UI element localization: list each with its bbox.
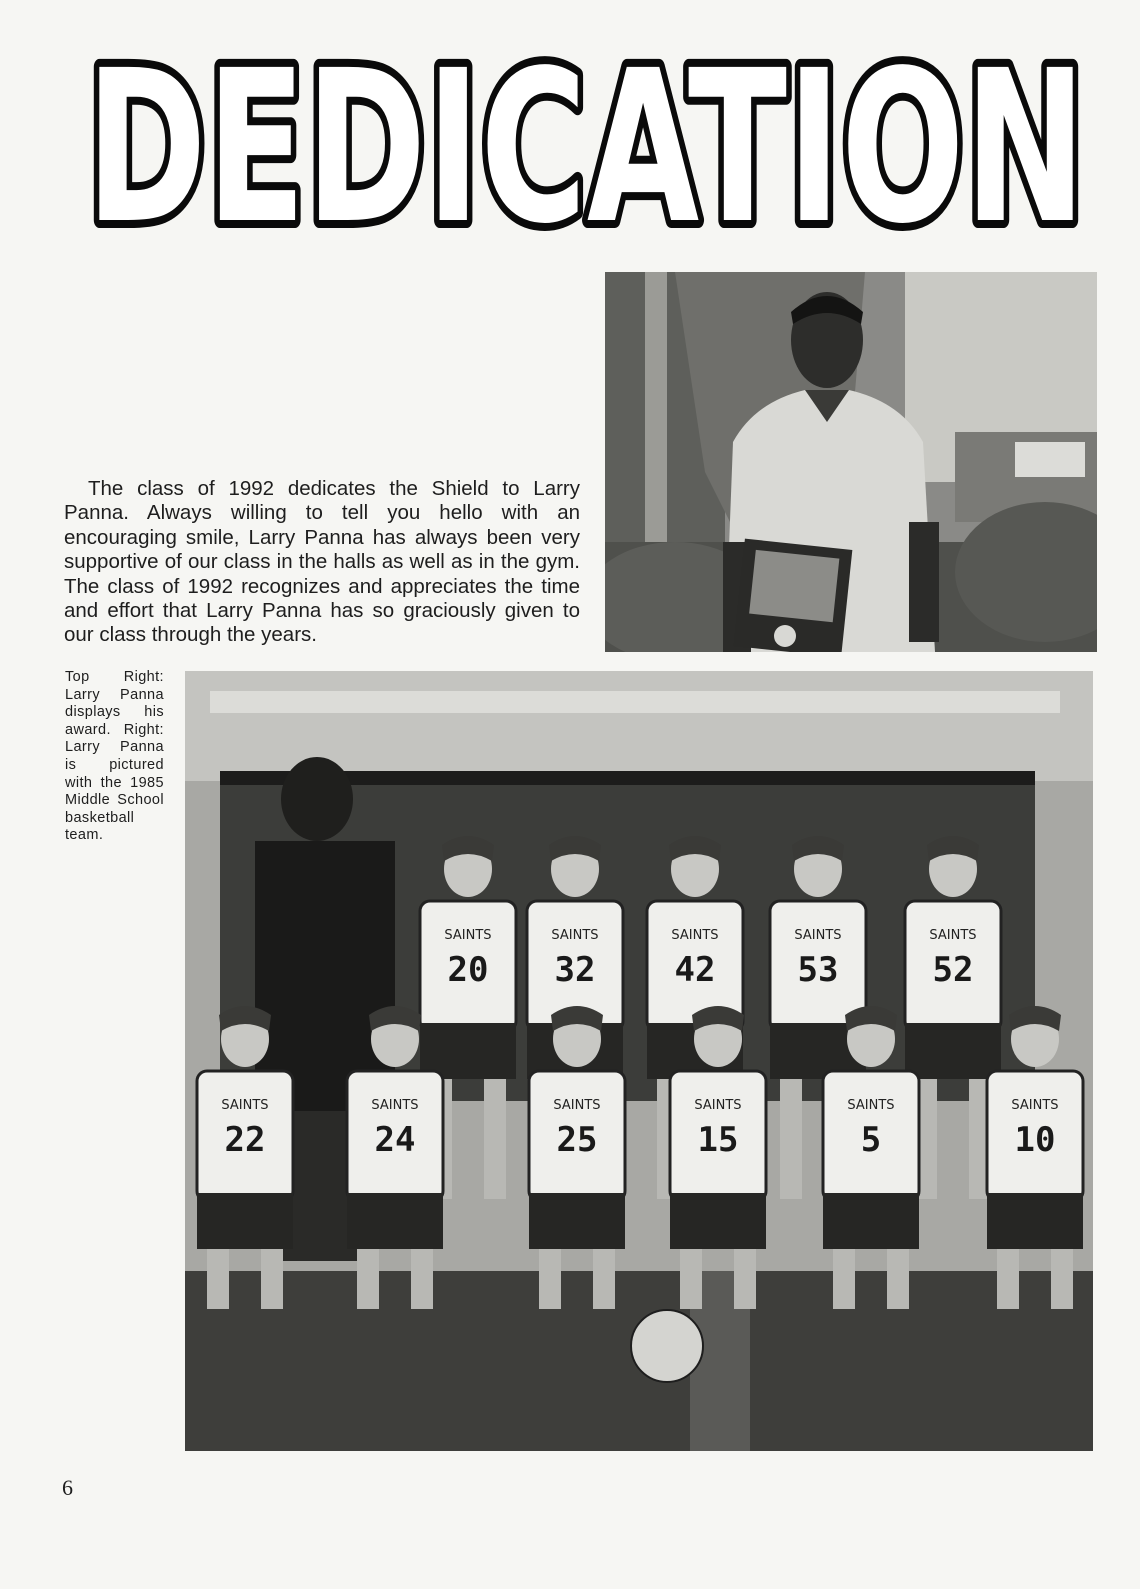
jersey-label: SAINTS — [551, 928, 599, 943]
page-title — [78, 42, 1094, 242]
jersey-label: SAINTS — [444, 928, 492, 943]
jersey-label: SAINTS — [553, 1098, 601, 1113]
title-text: DEDICATION — [86, 42, 1086, 242]
jersey-number: 52 — [932, 950, 974, 990]
jersey-label: SAINTS — [1011, 1098, 1059, 1113]
jersey-label: SAINTS — [371, 1098, 419, 1113]
jersey-number: 32 — [554, 950, 596, 990]
jersey-label: SAINTS — [694, 1098, 742, 1113]
jersey-number: 24 — [374, 1120, 416, 1160]
jersey-number: 5 — [860, 1120, 882, 1160]
jersey-number: 25 — [556, 1120, 598, 1160]
jersey-number: 15 — [697, 1120, 739, 1160]
jersey-label: SAINTS — [221, 1098, 269, 1113]
jersey-label: SAINTS — [929, 928, 977, 943]
jersey-label: SAINTS — [847, 1098, 895, 1113]
page-number: 6 — [62, 1475, 73, 1500]
award-photo — [605, 272, 1097, 652]
photo-caption: Top Right: Larry Panna displays his award. Right: Larry Panna is pictured with the 1985 Middle School basketball team. — [65, 669, 164, 844]
jersey-label: SAINTS — [671, 928, 719, 943]
jersey-label: SAINTS — [794, 928, 842, 943]
jersey-number: 20 — [447, 950, 489, 990]
dedication-text: The class of 1992 dedicates the Shield to Larry Panna. Always willing to tell you hello with an encouraging smile, Larry Panna has always been very supportive of our class in the halls as well as in the gym. The class of 1992 recognizes and appreciates the time and effort that Larry Panna has so graciously given to our class through the years. — [64, 477, 580, 647]
jersey-number: 10 — [1014, 1120, 1056, 1160]
jersey-number: 42 — [674, 950, 716, 990]
team-photo — [185, 671, 1093, 1451]
jersey-number: 53 — [797, 950, 839, 990]
jersey-number: 22 — [224, 1120, 266, 1160]
